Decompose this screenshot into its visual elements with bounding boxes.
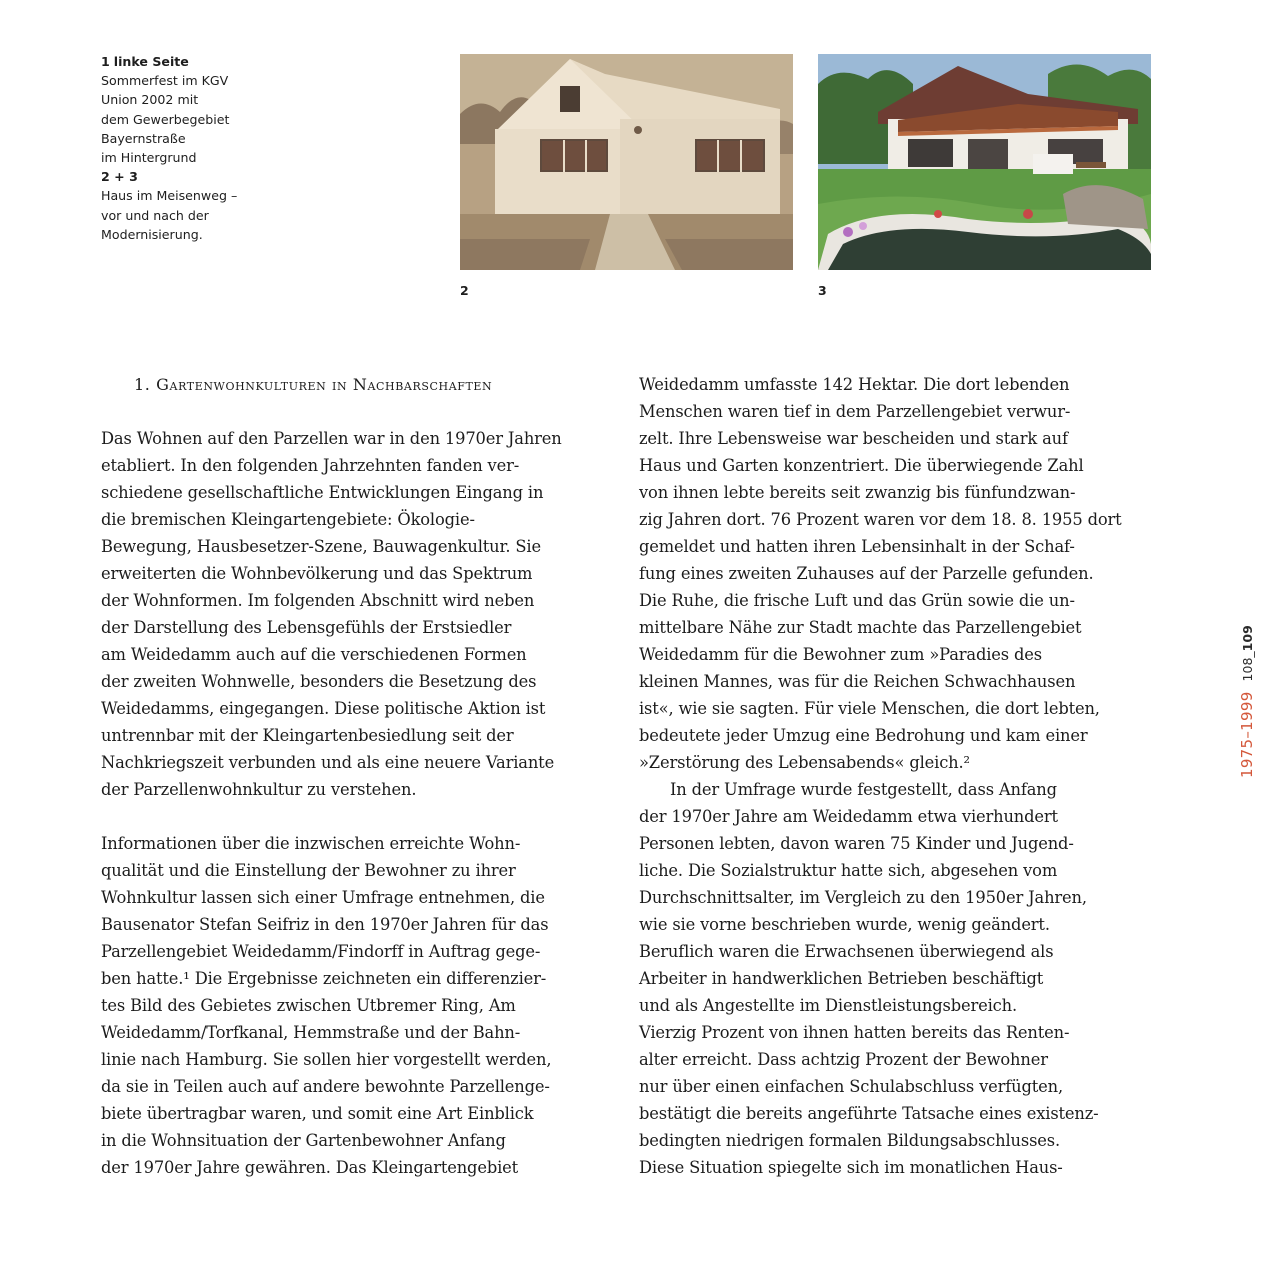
body-line: der Darstellung des Lebensgefühls der Erstsiedler <box>101 618 512 637</box>
body-line: zig Jahren dort. 76 Prozent waren vor dem 18. 8. 1955 dort <box>639 510 1122 529</box>
body-line: untrennbar mit der Kleingartenbesiedlung seit der <box>101 726 514 745</box>
body-line: Wohnkultur lassen sich einer Umfrage entnehmen, die <box>101 888 545 907</box>
caption-1-line: im Hintergrund <box>101 150 197 166</box>
body-line: Die Ruhe, die frische Luft und das Grün sowie die un- <box>639 591 1075 610</box>
page-number-left: 108_ <box>1240 651 1255 682</box>
photo-3-number: 3 <box>818 283 827 298</box>
body-line: Vierzig Prozent von ihnen hatten bereits das Renten- <box>639 1023 1070 1042</box>
page-number-right: 109 <box>1240 625 1255 652</box>
body-line: bestätigt die bereits angeführte Tatsache eines existenz- <box>639 1104 1099 1123</box>
page-numbers <box>1240 625 1255 681</box>
caption-1-line: dem Gewerbegebiet <box>101 111 230 127</box>
body-line: am Weidedamm auch auf die verschiedenen Formen <box>101 645 527 664</box>
body-line: die bremischen Kleingartengebiete: Ökologie- <box>101 510 475 529</box>
body-line: Bausenator Stefan Seifriz in den 1970er Jahren für das <box>101 915 549 934</box>
caption-2-number: 2 + 3 <box>101 169 138 185</box>
body-line: gemeldet und hatten ihren Lebensinhalt in der Schaf- <box>639 537 1075 556</box>
caption-1-line: Bayernstraße <box>101 130 186 146</box>
body-line: bedeutete jeder Umzug eine Bedrohung und kam einer <box>639 726 1088 745</box>
body-line: Haus und Garten konzentriert. Die überwiegende Zahl <box>639 456 1084 475</box>
body-line: schiedene gesellschaftliche Entwicklungen Eingang in <box>101 483 544 502</box>
body-line: »Zerstörung des Lebensabends« gleich.² <box>639 753 970 772</box>
body-line: alter erreicht. Dass achtzig Prozent der Bewohner <box>639 1050 1048 1069</box>
body-line: wie sie vorne beschrieben wurde, wenig geändert. <box>639 915 1050 934</box>
body-line: Beruflich waren die Erwachsenen überwiegend als <box>639 942 1054 961</box>
body-line: nur über einen einfachen Schulabschluss verfügten, <box>639 1077 1064 1096</box>
body-line: erweiterten die Wohnbevölkerung und das Spektrum <box>101 564 533 583</box>
caption-2-line: Modernisierung. <box>101 226 203 242</box>
body-line: Bewegung, Hausbesetzer-Szene, Bauwagenkultur. Sie <box>101 537 541 556</box>
body-line-indented: In der Umfrage wurde festgestellt, dass Anfang <box>670 780 1057 799</box>
body-line: der Parzellenwohnkultur zu verstehen. <box>101 780 417 799</box>
body-line: Weidedamms, eingegangen. Diese politische Aktion ist <box>101 699 546 718</box>
paragraph-gap <box>101 803 621 830</box>
body-line: von ihnen lebte bereits seit zwanzig bis fünfundzwan- <box>639 483 1076 502</box>
caption-1-line: Union 2002 mit <box>101 92 199 108</box>
body-line: qualität und die Einstellung der Bewohner zu ihrer <box>101 861 516 880</box>
caption-1-title: linke Seite <box>113 54 189 69</box>
caption-2-line: Haus im Meisenweg – <box>101 188 238 204</box>
body-line: der zweiten Wohnwelle, besonders die Besetzung des <box>101 672 537 691</box>
photo-captions <box>101 52 271 244</box>
body-line: ben hatte.¹ Die Ergebnisse zeichneten ein differenzier- <box>101 969 547 988</box>
body-line: da sie in Teilen auch auf andere bewohnte Parzellenge- <box>101 1077 550 1096</box>
body-line: Diese Situation spiegelte sich im monatlichen Haus- <box>639 1158 1063 1177</box>
body-line: liche. Die Sozialstruktur hatte sich, abgesehen vom <box>639 861 1058 880</box>
body-line: fung eines zweiten Zuhauses auf der Parzelle gefunden. <box>639 564 1094 583</box>
body-line: und als Angestellte im Dienstleistungsbereich. <box>639 996 1017 1015</box>
body-line: kleinen Mannes, was für die Reichen Schwachhausen <box>639 672 1076 691</box>
caption-2-line: vor und nach der <box>101 207 209 223</box>
body-line: mittelbare Nähe zur Stadt machte das Parzellengebiet <box>639 618 1082 637</box>
section-heading: 1. Gartenwohnkulturen in Nachbarschaften <box>134 375 493 394</box>
photo-house-after <box>818 54 1151 270</box>
body-line: Informationen über die inzwischen erreichte Wohn- <box>101 834 521 853</box>
caption-1-number: 1 <box>101 54 110 69</box>
text-column-right <box>639 371 1159 1181</box>
body-line: Weidedamm umfasste 142 Hektar. Die dort lebenden <box>639 375 1070 394</box>
body-line: der Wohnformen. Im folgenden Abschnitt wird neben <box>101 591 535 610</box>
body-line: Arbeiter in handwerklichen Betrieben beschäftigt <box>639 969 1044 988</box>
body-line: ist«, wie sie sagten. Für viele Menschen, die dort lebten, <box>639 699 1100 718</box>
body-line: etabliert. In den folgenden Jahrzehnten fanden ver- <box>101 456 520 475</box>
period-label: 1975–1999 <box>1238 691 1256 778</box>
photo-2-number: 2 <box>460 283 469 298</box>
body-line: der 1970er Jahre gewähren. Das Kleingartengebiet <box>101 1158 519 1177</box>
body-line: Weidedamm für die Bewohner zum »Paradies des <box>639 645 1042 664</box>
body-line: der 1970er Jahre am Weidedamm etwa vierhundert <box>639 807 1058 826</box>
body-line: Das Wohnen auf den Parzellen war in den 1970er Jahren <box>101 429 562 448</box>
body-line: Menschen waren tief in dem Parzellengebiet verwur- <box>639 402 1071 421</box>
photo-house-before <box>460 54 793 270</box>
body-line: biete übertragbar waren, und somit eine Art Einblick <box>101 1104 534 1123</box>
body-line: Durchschnittsalter, im Vergleich zu den 1950er Jahren, <box>639 888 1087 907</box>
body-line: tes Bild des Gebietes zwischen Utbremer Ring, Am <box>101 996 516 1015</box>
body-line: Parzellengebiet Weidedamm/Findorff in Auftrag gege- <box>101 942 541 961</box>
page-marker <box>1237 625 1257 778</box>
body-line: bedingten niedrigen formalen Bildungsabschlusses. <box>639 1131 1061 1150</box>
caption-1-line: Sommerfest im KGV <box>101 73 229 89</box>
body-line: Personen lebten, davon waren 75 Kinder und Jugend- <box>639 834 1074 853</box>
caption-1 <box>101 52 271 71</box>
body-line: in die Wohnsituation der Gartenbewohner Anfang <box>101 1131 506 1150</box>
body-line: linie nach Hamburg. Sie sollen hier vorgestellt werden, <box>101 1050 552 1069</box>
text-column-left <box>101 371 621 1181</box>
body-line: zelt. Ihre Lebensweise war bescheiden und stark auf <box>639 429 1068 448</box>
body-line: Weidedamm/Torfkanal, Hemmstraße und der Bahn- <box>101 1023 521 1042</box>
body-line: Nachkriegszeit verbunden und als eine neuere Variante <box>101 753 555 772</box>
